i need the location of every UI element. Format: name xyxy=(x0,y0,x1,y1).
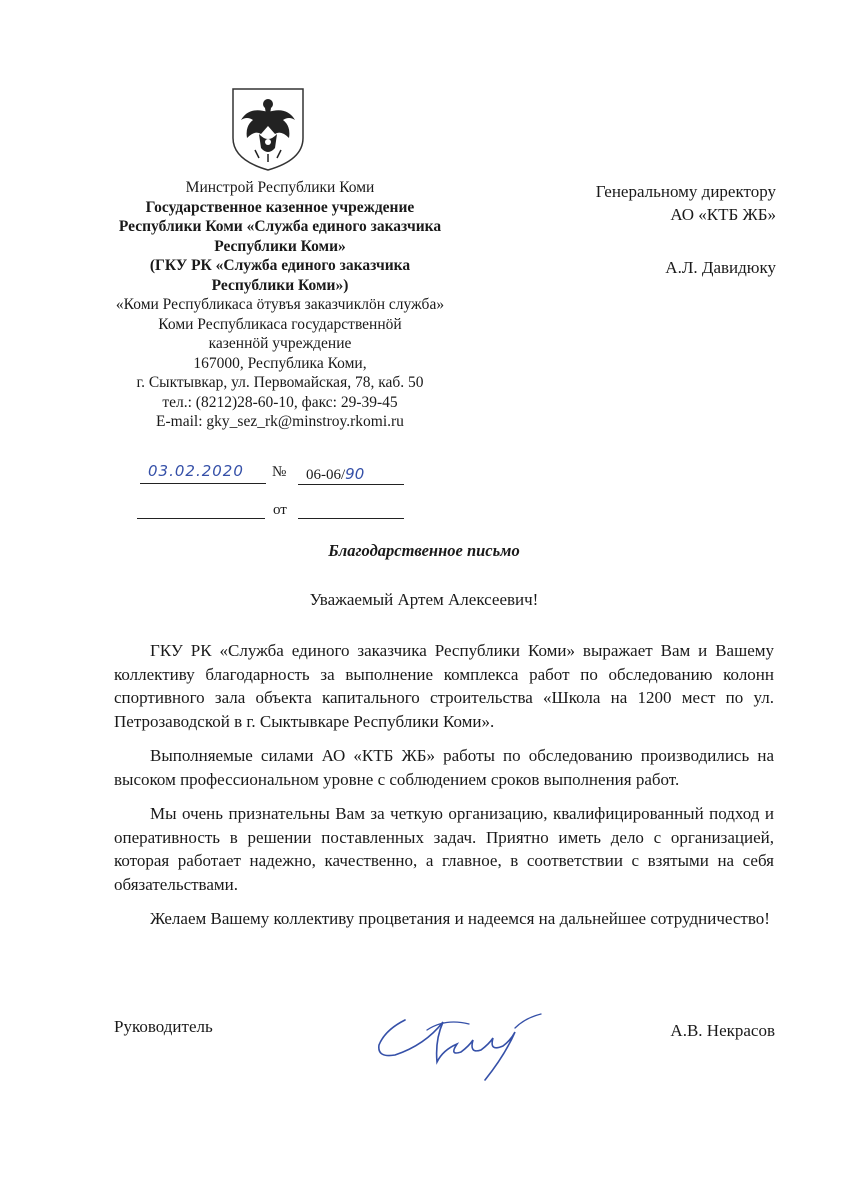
signer-name: А.В. Некрасов xyxy=(670,1021,775,1040)
incoming-date-underline xyxy=(137,518,265,519)
sender-org-line: Республики Коми» xyxy=(214,237,346,255)
addressee-name: А.Л. Давидюку xyxy=(665,258,776,277)
sender-email: E-mail: gky_sez_rk@minstroy.rkomi.ru xyxy=(156,413,404,430)
registration-number-prefix: 06-06/ xyxy=(306,467,346,483)
date-underline xyxy=(140,483,266,484)
incoming-number-underline xyxy=(298,518,404,519)
sender-org-line: Государственное казенное учреждение xyxy=(145,198,415,216)
number-sign: № xyxy=(272,464,287,480)
letter-greeting: Уважаемый Артем Алексеевич! xyxy=(309,590,539,609)
sender-org-line: Республики Коми «Служба единого заказчика xyxy=(118,218,442,235)
registration-date: 03.02.2020 xyxy=(148,462,244,480)
letter-paragraph: Выполняемые силами АО «КТБ ЖБ» работы по обследованию производились на высоком профессиональном уровне с соблюдением сроков выполнения работ. xyxy=(114,746,774,789)
komi-coat-of-arms-icon xyxy=(229,86,307,172)
registration-number-handwritten: 90 xyxy=(345,465,365,483)
letter-title: Благодарственное письмо xyxy=(328,541,520,560)
addressee-company: АО «КТБ ЖБ» xyxy=(670,205,776,224)
letter-paragraph: Желаем Вашему коллективу процветания и надеемся на дальнейшее сотрудничество! xyxy=(150,909,770,928)
sender-phone: тел.: (8212)28-60-10, факс: 29-39-45 xyxy=(162,393,398,411)
letter-body xyxy=(114,639,774,942)
from-label: от xyxy=(273,502,287,518)
signer-position: Руководитель xyxy=(114,1017,213,1036)
sender-block xyxy=(80,178,480,432)
handwritten-signature xyxy=(365,1000,555,1085)
letter-paragraph: ГКУ РК «Служба единого заказчика Республики Коми» выражает Вам и Вашему коллективу благодарность за выполнение комплекса работ по обследованию колонн спортивного зала объекта капитального строительства «Школа на 1200 мест по ул. Петрозаводской в г. Сыктывкаре Республики Коми». xyxy=(114,641,774,731)
addressee-position: Генеральному директору xyxy=(595,182,776,201)
sender-address: г. Сыктывкар, ул. Первомайская, 78, каб. 50 xyxy=(136,374,424,391)
sender-komi-name: Коми Республикаса государственнöй xyxy=(158,315,402,333)
sender-address: 167000, Республика Коми, xyxy=(193,354,367,372)
sender-komi-name: «Коми Республикаса öтувъя заказчиклöн служба» xyxy=(115,296,445,313)
sender-ministry: Минстрой Республики Коми xyxy=(185,179,375,196)
sender-org-abbr: (ГКУ РК «Служба единого заказчика xyxy=(149,257,411,274)
sender-org-abbr: Республики Коми») xyxy=(211,276,349,294)
letter-paragraph: Мы очень признательны Вам за четкую организацию, квалифицированный подход и оперативность в решении поставленных задач. Приятно иметь дело с организацией, которая работает надежно, качественно, а главное, в соответствии с взятыми на себя обязательствами. xyxy=(114,804,774,894)
registration-number xyxy=(306,465,364,484)
addressee-block xyxy=(596,180,776,279)
number-underline xyxy=(298,484,404,485)
sender-komi-name: казеннöй учреждение xyxy=(208,335,352,352)
